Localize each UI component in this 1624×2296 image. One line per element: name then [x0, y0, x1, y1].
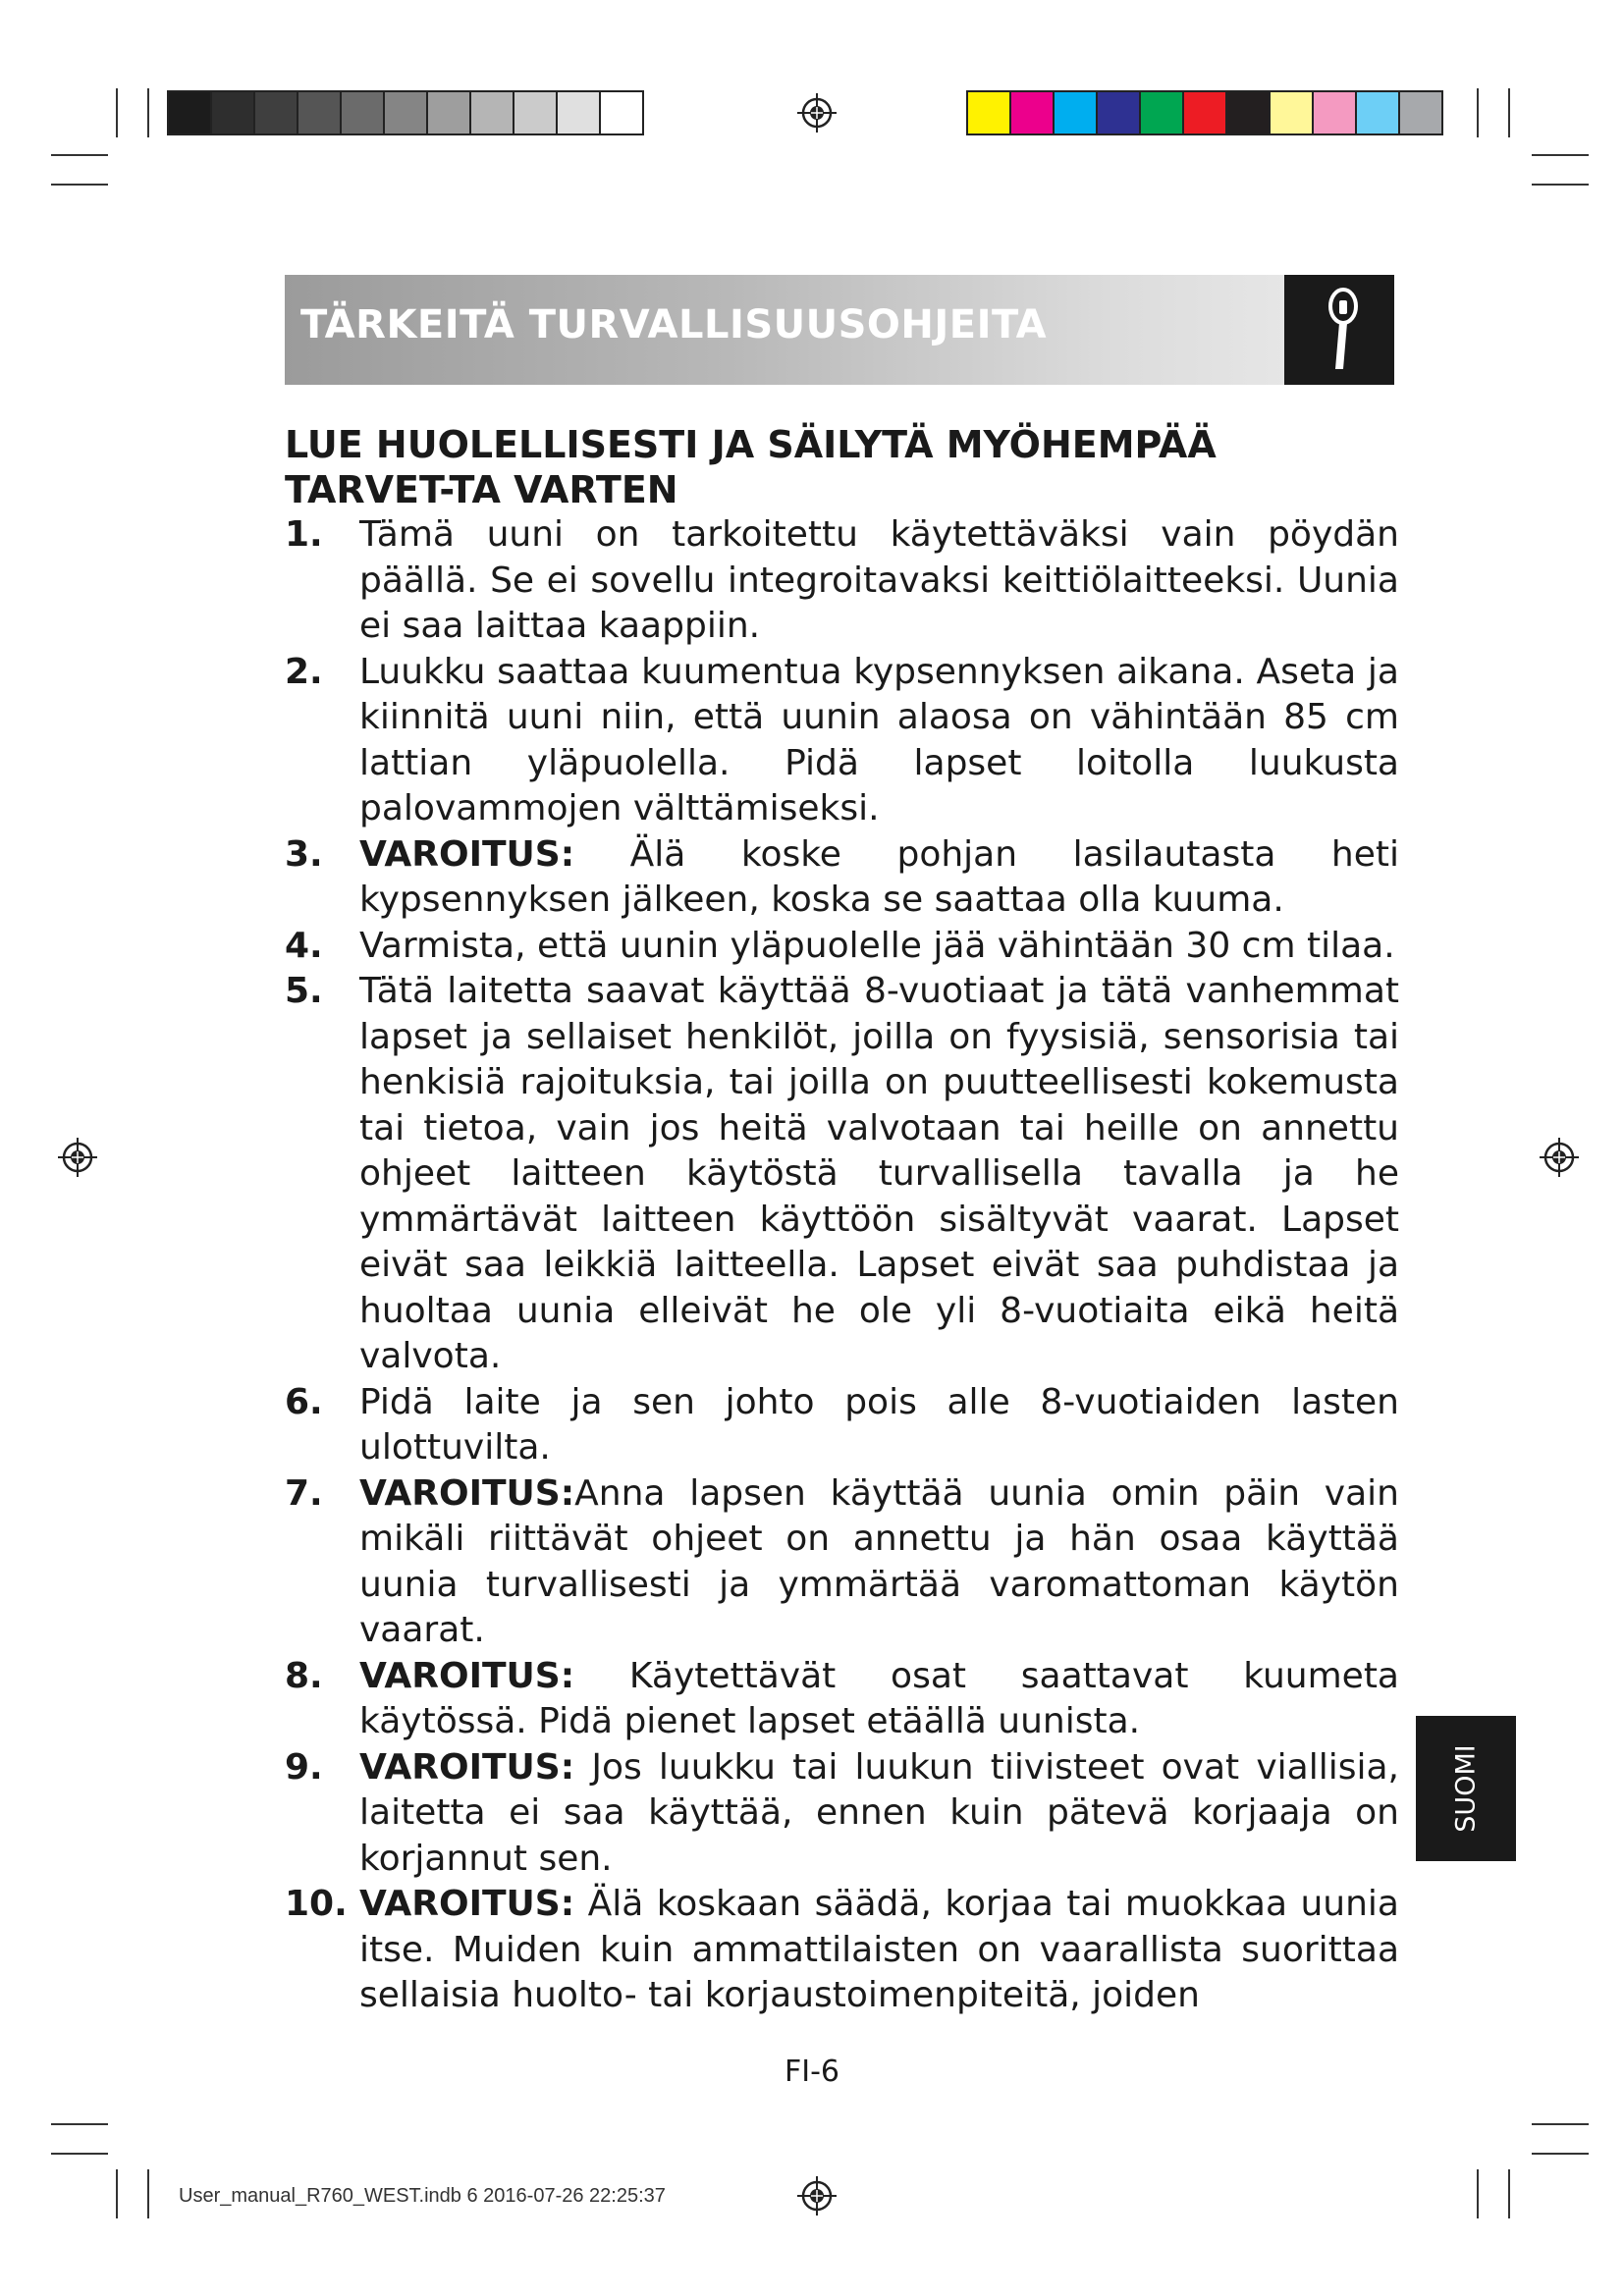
color-swatch: [599, 90, 644, 135]
crop-mark: [51, 154, 108, 156]
color-swatch: [513, 90, 558, 135]
color-swatch: [556, 90, 601, 135]
color-swatch: [210, 90, 255, 135]
color-swatch: [1269, 90, 1314, 135]
item-number: 5.: [285, 971, 323, 1011]
item-number: 2.: [285, 651, 323, 692]
color-swatch: [1355, 90, 1400, 135]
instruction-item: [285, 1380, 1399, 1471]
color-swatch: [1182, 90, 1227, 135]
item-text: Älä koske pohjan lasilautasta heti kypsennyksen jälkeen, koska se saattaa olla kuuma.: [359, 833, 1399, 920]
print-info: User_manual_R760_WEST.indb 6 2016-07-26 22:25:37: [179, 2185, 666, 2207]
crop-mark: [1477, 2169, 1479, 2218]
color-swatch: [1312, 90, 1357, 135]
crop-mark: [116, 2169, 118, 2218]
color-swatch: [1398, 90, 1443, 135]
item-number: 9.: [285, 1746, 323, 1788]
color-swatch: [297, 90, 342, 135]
instruction-item: [285, 650, 1399, 832]
key-warning-icon: [1284, 275, 1394, 385]
warning-label: VAROITUS:: [359, 833, 575, 875]
color-swatch: [966, 90, 1011, 135]
item-text: Pidä laite ja sen johto pois alle 8-vuotiaiden lasten ulottuvilta.: [359, 1381, 1399, 1468]
item-text: Käytettävät osat saattavat kuumeta käytössä. Pidä pienet lapset etäällä uunista.: [359, 1655, 1399, 1741]
crop-mark: [51, 184, 108, 186]
item-number: 3.: [285, 833, 323, 875]
language-tab-label: SUOMI: [1450, 1744, 1482, 1833]
item-number: 6.: [285, 1381, 323, 1422]
color-swatch: [383, 90, 428, 135]
color-swatch: [167, 90, 212, 135]
crop-mark: [1508, 88, 1510, 137]
item-number: 8.: [285, 1655, 323, 1696]
registration-mark-icon: [795, 91, 839, 134]
instruction-item: [285, 512, 1399, 650]
instruction-item: [285, 924, 1399, 970]
crop-mark: [1532, 2123, 1589, 2125]
item-number: 4.: [285, 925, 323, 966]
item-text: Älä koskaan säädä, korjaa tai muokkaa uunia itse. Muiden kuin ammattilaisten on vaarallista suorittaa sellaisia huolto- tai korjaustoimenpiteitä, joiden: [359, 1884, 1399, 2015]
warning-label: VAROITUS:: [359, 1655, 575, 1696]
instruction-list: [285, 512, 1399, 2019]
instruction-item: [285, 1882, 1399, 2019]
instruction-item: [285, 1745, 1399, 1883]
section-title: TÄRKEITÄ TURVALLISUUSOHJEITA: [300, 302, 1048, 347]
instruction-item: [285, 1471, 1399, 1654]
instruction-item: [285, 1654, 1399, 1745]
instruction-item: [285, 969, 1399, 1380]
color-swatch: [1139, 90, 1184, 135]
warning-label: VAROITUS:: [359, 1472, 575, 1514]
color-swatch: [1225, 90, 1271, 135]
instruction-item: [285, 832, 1399, 924]
color-swatch: [340, 90, 385, 135]
color-swatch: [1009, 90, 1055, 135]
item-text: Tämä uuni on tarkoitettu käytettäväksi vain pöydän päällä. Se ei sovellu integroitavaksi keittiölaitteeksi. Uunia ei saa laittaa kaappiin.: [359, 514, 1399, 646]
crop-mark: [1508, 2169, 1510, 2218]
page-number: FI-6: [784, 2055, 839, 2089]
subtitle: LUE HUOLELLISESTI JA SÄILYTÄ MYÖHEMPÄÄ TARVET-TA VARTEN: [285, 423, 1217, 511]
crop-mark: [1532, 154, 1589, 156]
language-tab: [1416, 1716, 1516, 1861]
color-swatch: [426, 90, 471, 135]
crop-mark: [116, 88, 118, 137]
crop-mark: [51, 2153, 108, 2155]
crop-mark: [1477, 88, 1479, 137]
crop-mark: [147, 2169, 149, 2218]
color-swatch: [469, 90, 514, 135]
crop-mark: [147, 88, 149, 137]
item-text: Luukku saattaa kuumentua kypsennyksen aikana. Aseta ja kiinnitä uuni niin, että uunin alaosa on vähintään 85 cm lattian yläpuolella. Pidä lapset loitolla luukusta palovammojen välttämiseksi.: [359, 651, 1399, 828]
item-text: Varmista, että uunin yläpuolelle jää vähintään 30 cm tilaa.: [359, 925, 1395, 966]
crop-mark: [1532, 184, 1589, 186]
item-text: Anna lapsen käyttää uunia omin päin vain mikäli riittävät ohjeet on annettu ja hän osaa käyttää uunia turvallisesti ja ymmärtää varomattoman käytön vaarat.: [359, 1472, 1399, 1650]
item-number: 1.: [285, 514, 323, 555]
color-swatch: [1096, 90, 1141, 135]
warning-label: VAROITUS:: [359, 1884, 575, 1924]
color-swatch: [253, 90, 298, 135]
registration-mark-icon: [56, 1136, 99, 1179]
safety-instructions: [285, 422, 1399, 2019]
color-calibration-bar: [966, 90, 1443, 135]
warning-label: VAROITUS:: [359, 1746, 575, 1788]
registration-mark-icon: [1538, 1136, 1581, 1179]
color-swatch: [1053, 90, 1098, 135]
registration-mark-icon: [795, 2174, 839, 2217]
item-text: Tätä laitetta saavat käyttää 8-vuotiaat ja tätä vanhemmat lapset ja sellaiset henkilöt, joilla on fyysisiä, sensorisia tai henkisiä rajoituksia, tai joilla on puutteellisesti kokemusta tai tietoa, vain jos heitä valvotaan tai heille on annettu ohjeet laitteen käytöstä turvallisella tavalla ja he ymmärtävät laitteen käyttöön sisältyvät vaarat. Lapset eivät saa leikkiä laitteella. Lapset eivät saa puhdistaa ja huoltaa uunia elleivät he ole yli 8-vuotiaita eikä heitä valvota.: [359, 971, 1399, 1376]
item-number: 10.: [285, 1884, 348, 1924]
item-text: Jos luukku tai luukun tiivisteet ovat viallisia, laitetta ei saa käyttää, ennen kuin pätevä korjaaja on korjannut sen.: [359, 1746, 1399, 1879]
item-number: 7.: [285, 1472, 323, 1514]
crop-mark: [1532, 2153, 1589, 2155]
crop-mark: [51, 2123, 108, 2125]
gray-calibration-bar: [167, 90, 644, 135]
section-header: [285, 275, 1394, 385]
